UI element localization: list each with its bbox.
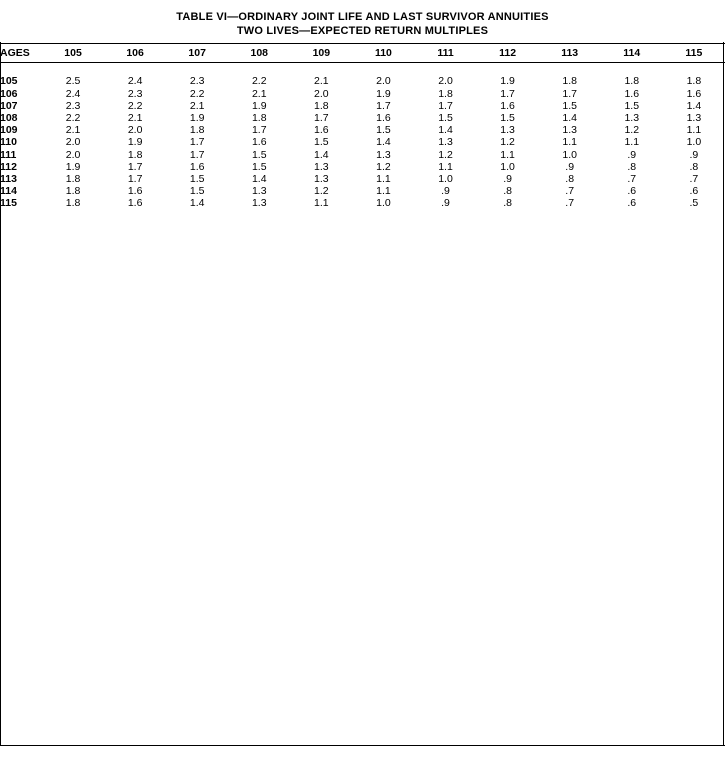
cell: 1.8 xyxy=(562,75,577,88)
header-col-113: 113 xyxy=(561,47,579,59)
cell: 1.8 xyxy=(251,112,267,124)
cell: 1.5 xyxy=(562,99,577,112)
cell: .9 xyxy=(565,160,575,173)
cell: 1.9 xyxy=(500,75,515,88)
cell: 1.7 xyxy=(376,99,391,112)
cell: 2.4 xyxy=(65,87,81,100)
row-age: 110 xyxy=(0,136,17,149)
row-age: 109 xyxy=(0,124,18,137)
cell: 1.3 xyxy=(562,124,577,137)
cell: 1.8 xyxy=(65,185,81,198)
cell: 1.3 xyxy=(251,197,267,210)
table-row xyxy=(0,88,725,100)
cell: 2.1 xyxy=(251,87,267,100)
cell: 2.0 xyxy=(127,124,143,137)
cell: 1.4 xyxy=(562,112,577,124)
row-age: 105 xyxy=(0,75,18,88)
cell: 1.6 xyxy=(127,185,143,198)
table-title xyxy=(0,0,725,38)
cell: 1.5 xyxy=(251,148,267,161)
cell: 2.0 xyxy=(438,75,453,88)
cell: 1.7 xyxy=(500,87,515,100)
cell: 1.1 xyxy=(686,124,702,137)
cell: 2.2 xyxy=(127,99,143,112)
cell: 1.7 xyxy=(127,160,143,173)
cell: 1.5 xyxy=(314,136,329,149)
table-bottom-rule xyxy=(0,745,725,746)
cell: 1.1 xyxy=(562,136,577,149)
header-row xyxy=(0,44,725,62)
row-age: 113 xyxy=(0,173,17,186)
cell: .9 xyxy=(689,148,699,161)
cell: 2.0 xyxy=(376,75,391,88)
cell: 2.3 xyxy=(127,87,143,100)
cell: 1.3 xyxy=(314,173,329,186)
table-row xyxy=(0,124,725,136)
cell: 2.1 xyxy=(65,124,81,137)
cell: 1.8 xyxy=(438,87,453,100)
cell: 1.2 xyxy=(376,160,391,173)
cell: .7 xyxy=(627,173,637,186)
header-ages: AGES xyxy=(0,47,30,59)
header-col-109: 109 xyxy=(312,47,331,59)
cell: 1.7 xyxy=(438,99,453,112)
spacer-cell xyxy=(0,63,725,75)
cell: 1.1 xyxy=(500,148,515,161)
header-col-110: 110 xyxy=(374,47,392,59)
row-age: 108 xyxy=(0,112,18,124)
cell: 2.4 xyxy=(127,75,143,88)
cell: 1.8 xyxy=(127,148,143,161)
cell: 1.3 xyxy=(686,112,702,124)
cell: 1.2 xyxy=(438,148,453,161)
header-col-111: 111 xyxy=(437,47,454,59)
cell: 1.1 xyxy=(438,160,453,173)
table-body xyxy=(0,63,725,209)
cell: 2.1 xyxy=(314,75,329,88)
cell: 2.3 xyxy=(189,75,205,88)
cell: 1.4 xyxy=(438,124,453,137)
cell: 1.7 xyxy=(562,87,577,100)
cell: 1.7 xyxy=(189,136,205,149)
table-row xyxy=(0,149,725,161)
cell: .5 xyxy=(689,197,699,210)
cell: 1.1 xyxy=(376,173,391,186)
row-age: 106 xyxy=(0,87,18,100)
table-row xyxy=(0,161,725,173)
cell: .6 xyxy=(689,185,699,198)
table-row xyxy=(0,173,725,185)
cell: .8 xyxy=(503,185,512,198)
cell: 1.8 xyxy=(65,173,81,186)
cell: 1.9 xyxy=(251,99,267,112)
cell: .9 xyxy=(441,197,450,210)
table-row xyxy=(0,112,725,124)
cell: 1.5 xyxy=(624,99,640,112)
cell: .9 xyxy=(441,185,450,198)
cell: 2.5 xyxy=(65,75,81,88)
cell: .6 xyxy=(627,185,637,198)
header-col-112: 112 xyxy=(499,47,517,59)
cell: 1.6 xyxy=(624,87,640,100)
table-title-line-1: TABLE VI—ORDINARY JOINT LIFE AND LAST SURVIVOR ANNUITIES xyxy=(176,11,549,23)
cell: 1.6 xyxy=(686,87,702,100)
cell: 1.4 xyxy=(686,99,702,112)
table-right-border xyxy=(723,42,724,746)
cell: .8 xyxy=(503,197,512,210)
cell: 2.2 xyxy=(251,75,267,88)
cell: 1.5 xyxy=(189,173,205,186)
table-container xyxy=(0,44,725,210)
cell: 2.2 xyxy=(65,112,81,124)
body-top-spacer xyxy=(0,63,725,75)
cell: 1.6 xyxy=(251,136,267,149)
cell: .7 xyxy=(565,197,575,210)
cell: 1.0 xyxy=(562,148,577,161)
cell: 1.1 xyxy=(376,185,391,198)
cell: 1.6 xyxy=(189,160,205,173)
cell: .9 xyxy=(503,173,512,186)
cell: 2.0 xyxy=(65,136,81,149)
cell: 1.1 xyxy=(314,197,329,210)
header-col-107: 107 xyxy=(188,47,206,59)
cell: 1.8 xyxy=(189,124,205,137)
table-row xyxy=(0,100,725,112)
cell: 1.4 xyxy=(251,173,267,186)
cell: 1.8 xyxy=(65,197,81,210)
row-age: 115 xyxy=(0,197,17,210)
cell: 1.2 xyxy=(314,185,329,198)
cell: 1.9 xyxy=(127,136,143,149)
cell: 1.8 xyxy=(686,75,702,88)
table-header xyxy=(0,44,725,62)
cell: 1.5 xyxy=(251,160,267,173)
cell: 1.3 xyxy=(376,148,391,161)
cell: 1.3 xyxy=(314,160,329,173)
cell: 1.7 xyxy=(251,124,267,137)
cell: .9 xyxy=(627,148,637,161)
cell: 1.6 xyxy=(376,112,391,124)
cell: 1.8 xyxy=(314,99,329,112)
header-col-106: 106 xyxy=(126,47,144,59)
cell: 1.0 xyxy=(438,173,453,186)
row-age: 112 xyxy=(0,160,17,173)
annuity-multiples-table xyxy=(0,44,725,62)
cell: 2.1 xyxy=(189,99,205,112)
cell: 1.6 xyxy=(127,197,143,210)
header-col-105: 105 xyxy=(64,47,82,59)
cell: 2.1 xyxy=(127,112,143,124)
cell: 1.0 xyxy=(500,160,515,173)
cell: 1.9 xyxy=(65,160,81,173)
cell: .8 xyxy=(565,173,575,186)
table-row xyxy=(0,136,725,148)
cell: 2.0 xyxy=(314,87,329,100)
cell: 1.6 xyxy=(314,124,329,137)
cell: 1.4 xyxy=(189,197,205,210)
cell: 1.4 xyxy=(376,136,391,149)
table-row xyxy=(0,185,725,197)
cell: 1.7 xyxy=(127,173,143,186)
table-left-border xyxy=(0,42,1,746)
cell: .7 xyxy=(689,173,699,186)
cell: 1.2 xyxy=(500,136,515,149)
row-age: 111 xyxy=(0,148,17,161)
cell: 1.5 xyxy=(376,124,391,137)
row-age: 107 xyxy=(0,99,18,112)
table-row xyxy=(0,197,725,209)
cell: 1.8 xyxy=(624,75,640,88)
cell: 1.3 xyxy=(624,112,640,124)
cell: 1.3 xyxy=(251,185,267,198)
cell: 1.5 xyxy=(500,112,515,124)
table-row xyxy=(0,75,725,87)
table-title-line-2: TWO LIVES—EXPECTED RETURN MULTIPLES xyxy=(236,25,489,37)
cell: 1.7 xyxy=(314,112,329,124)
cell: 1.9 xyxy=(189,112,205,124)
header-col-108: 108 xyxy=(250,47,269,59)
header-col-114: 114 xyxy=(623,47,641,59)
cell: 1.0 xyxy=(686,136,702,149)
cell: 1.6 xyxy=(500,99,515,112)
header-col-115: 115 xyxy=(685,47,703,59)
cell: 1.5 xyxy=(438,112,453,124)
cell: .7 xyxy=(565,185,575,198)
cell: 2.3 xyxy=(65,99,81,112)
cell: .8 xyxy=(689,160,699,173)
cell: 1.3 xyxy=(500,124,515,137)
cell: 1.2 xyxy=(624,124,640,137)
cell: 2.0 xyxy=(65,148,81,161)
cell: 1.5 xyxy=(189,185,205,198)
row-age: 114 xyxy=(0,185,17,198)
cell: 1.0 xyxy=(376,197,391,210)
cell: 1.4 xyxy=(314,148,329,161)
cell: 1.7 xyxy=(189,148,205,161)
cell: 1.3 xyxy=(438,136,453,149)
cell: .6 xyxy=(627,197,637,210)
annuity-multiples-body xyxy=(0,63,725,209)
cell: 1.1 xyxy=(624,136,640,149)
cell: 1.9 xyxy=(376,87,391,100)
cell: .8 xyxy=(627,160,637,173)
cell: 2.2 xyxy=(189,87,205,100)
